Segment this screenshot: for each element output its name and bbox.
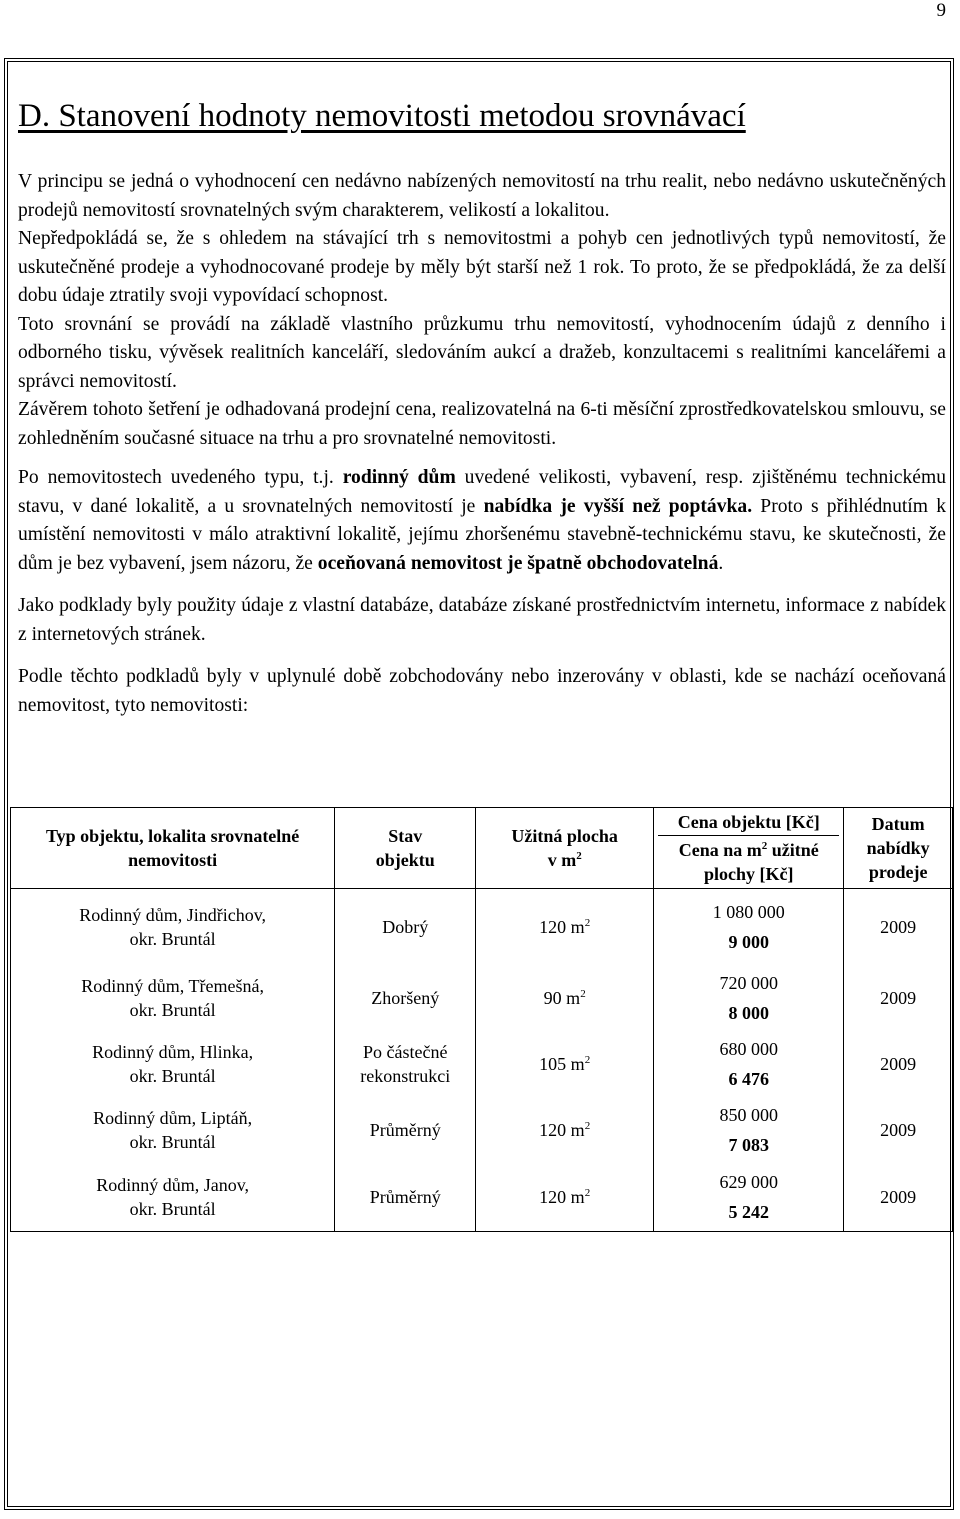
cell-price: 680 000 6 476 bbox=[654, 1031, 844, 1097]
cell-state: Po částečné rekonstrukci bbox=[335, 1031, 476, 1097]
table-row bbox=[11, 889, 953, 966]
cell-price: 720 000 8 000 bbox=[654, 965, 844, 1031]
cell-date: 2009 bbox=[844, 965, 953, 1031]
cell-area: 120 $m^2$ bbox=[476, 889, 654, 966]
table-row bbox=[11, 965, 953, 1031]
cell-price: 1 080 000 9 000 bbox=[654, 889, 844, 966]
cell-state: Průměrný bbox=[335, 1163, 476, 1232]
table-row bbox=[11, 1031, 953, 1097]
comparison-table bbox=[10, 807, 953, 1232]
table-row bbox=[11, 1163, 953, 1232]
cell-type: Rodinný dům, Jindřichov, okr. Bruntál bbox=[11, 889, 335, 966]
document-body bbox=[18, 96, 946, 720]
paragraph-5: Po nemovitostech uvedeného typu, t.j. rodinný dům uvedené velikosti, vybavení, resp. zjištěnému technickému stavu, v dané lokalitě, a u srovnatelných nemovitostí je nabídka je vyšší než poptávka. Proto s přihlédnutím k umístění nemovitosti v málo atraktivní lokalitě, jejímu zhoršenému stavebně-technickému stavu, ke skutečnosti, že dům je bez vybavení, jsem názoru, že oceňovaná nemovitost je špatně obchodovatelná. bbox=[18, 467, 946, 574]
cell-state: Průměrný bbox=[335, 1097, 476, 1163]
cell-date: 2009 bbox=[844, 889, 953, 966]
cell-area: 90 $m^2$ bbox=[476, 965, 654, 1031]
cell-price: 629 000 5 242 bbox=[654, 1163, 844, 1232]
header-state: Stav objektu bbox=[335, 808, 476, 889]
table-row bbox=[11, 1097, 953, 1163]
cell-type: Rodinný dům, Třemešná, okr. Bruntál bbox=[11, 965, 335, 1031]
cell-type: Rodinný dům, Janov, okr. Bruntál bbox=[11, 1163, 335, 1232]
header-type: Typ objektu, lokalita srovnatelné nemovitosti bbox=[11, 808, 335, 889]
paragraph-2: Nepředpokládá se, že s ohledem na stávající trh s nemovitostmi a pohyb cen jednotlivých typů nemovitostí, že uskutečněné prodeje a vyhodnocované prodeje by měly být starší než 1 rok. To proto, že se předpokládá, že za delší dobu údaje ztratily svoji vypovídací schopnost. bbox=[18, 228, 946, 306]
cell-price: 850 000 7 083 bbox=[654, 1097, 844, 1163]
header-date: Datum nabídky prodeje bbox=[844, 808, 953, 889]
cell-type: Rodinný dům, Hlinka, okr. Bruntál bbox=[11, 1031, 335, 1097]
page-number: 9 bbox=[936, 0, 946, 21]
cell-area: 120 $m^2$ bbox=[476, 1097, 654, 1163]
header-area: Užitná plocha v $m^2$ bbox=[476, 808, 654, 889]
cell-area: 120 $m^2$ bbox=[476, 1163, 654, 1232]
cell-area: 105 $m^2$ bbox=[476, 1031, 654, 1097]
cell-date: 2009 bbox=[844, 1031, 953, 1097]
paragraph-1: V principu se jedná o vyhodnocení cen nedávno nabízených nemovitostí na trhu realit, nebo nedávno uskutečněných prodejů nemovitostí srovnatelných svým charakterem, velikostí a lokalitou. bbox=[18, 171, 946, 221]
section-heading: D. Stanovení hodnoty nemovitosti metodou srovnávací bbox=[18, 98, 746, 134]
cell-state: Dobrý bbox=[335, 889, 476, 966]
paragraph-6: Jako podklady byly použity údaje z vlastní databáze, databáze získané prostřednictvím internetu, informace z nabídek z internetových stránek. bbox=[18, 595, 946, 645]
paragraph-4: Závěrem tohoto šetření je odhadovaná prodejní cena, realizovatelná na 6-ti měsíční zprostředkovatelskou smlouvu, se zohledněním současné situace na trhu a pro srovnatelné nemovitosti. bbox=[18, 399, 946, 449]
paragraph-7: Podle těchto podkladů byly v uplynulé době zobchodovány nebo inzerovány v oblasti, kde se nachází oceňovaná nemovitost, tyto nemovitosti: bbox=[18, 666, 946, 716]
cell-date: 2009 bbox=[844, 1163, 953, 1232]
paragraph-3: Toto srovnání se provádí na základě vlastního průzkumu trhu nemovitostí, vyhodnocením údajů z denního i odborného tisku, vývěsek realitních kanceláří, sledováním aukcí a dražeb, konzultacemi s realitními kancelářemi a správci nemovitostí. bbox=[18, 313, 946, 392]
cell-state: Zhoršený bbox=[335, 965, 476, 1031]
header-price: Cena objektu [Kč] Cena na $m^2$ užitné plochy [Kč] bbox=[654, 808, 844, 889]
cell-type: Rodinný dům, Liptáň, okr. Bruntál bbox=[11, 1097, 335, 1163]
cell-date: 2009 bbox=[844, 1097, 953, 1163]
table-header-row bbox=[11, 808, 953, 889]
